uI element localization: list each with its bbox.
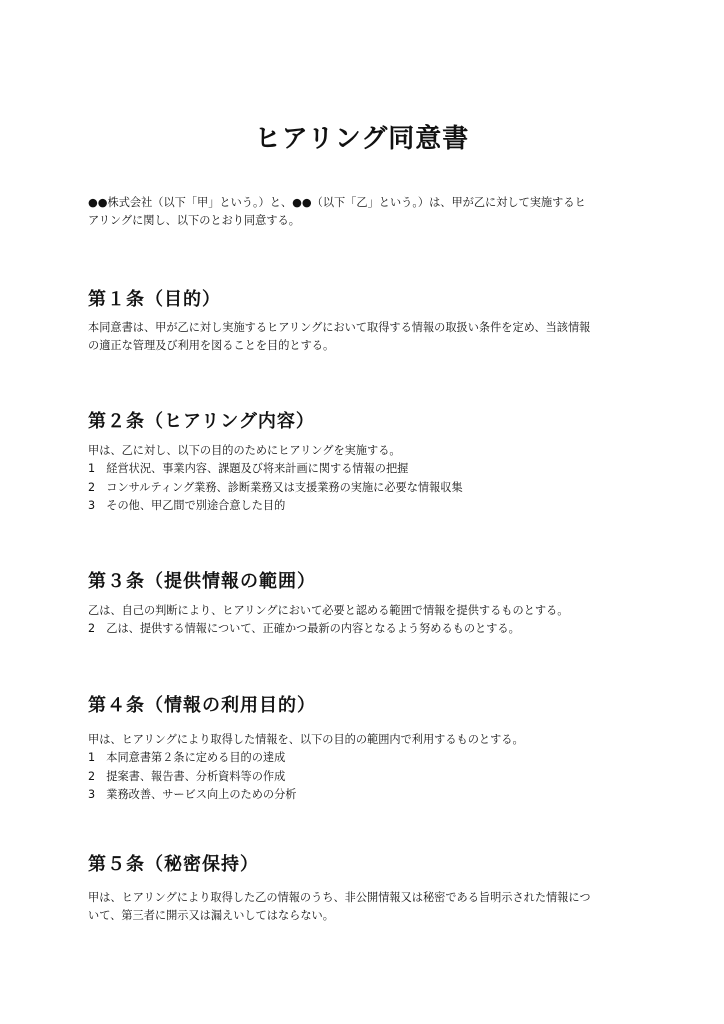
article-1-body	[88, 319, 590, 356]
article-1-heading: 第１条（目的）	[88, 289, 221, 310]
body-line: いて、第三者に開示又は漏えいしてはならない。	[88, 909, 334, 923]
article-5-heading: 第５条（秘密保持）	[88, 854, 259, 875]
list-item: 1 経営状況、事業内容、課題及び将来計画に関する情報の把握	[88, 462, 409, 476]
list-item: 1 本同意書第２条に定める目的の達成	[88, 751, 286, 765]
intro-paragraph	[88, 194, 586, 231]
body-line: 甲は、ヒアリングにより取得した情報を、以下の目的の範囲内で利用するものとする。	[88, 733, 524, 746]
article-2-body	[88, 442, 463, 515]
list-item: 3 その他、甲乙間で別途合意した目的	[88, 498, 286, 512]
document-title: ヒアリング同意書	[254, 124, 470, 154]
article-5-body	[88, 889, 591, 926]
article-3-body	[88, 602, 568, 639]
list-item: 2 乙は、提供する情報について、正確かつ最新の内容となるよう努めるものとする。	[88, 622, 520, 636]
body-line: の適正な管理及び利用を図ることを目的とする。	[88, 339, 335, 353]
body-line: 本同意書は、甲が乙に対し実施するヒアリングにおいて取得する情報の取扱い条件を定め、当該情報	[88, 321, 591, 334]
list-item: 2 コンサルティング業務、診断業務又は支援業務の実施に必要な情報収集	[88, 480, 463, 494]
body-line: 甲は、乙に対し、以下の目的のためにヒアリングを実施する。	[88, 444, 401, 457]
article-4-body	[88, 731, 524, 804]
article-2-heading: 第２条（ヒアリング内容）	[88, 411, 315, 432]
article-3-heading: 第３条（提供情報の範囲）	[88, 571, 316, 592]
body-line: 乙は、自己の判断により、ヒアリングにおいて必要と認める範囲で情報を提供するものとする。	[88, 604, 569, 617]
intro-line: ●●株式会社（以下「甲」という。）と、●●（以下「乙」という。）は、甲が乙に対して実施するヒ	[88, 196, 586, 209]
body-line: 甲は、ヒアリングにより取得した乙の情報のうち、非公開情報又は秘密である旨明示された情報につ	[88, 891, 591, 904]
list-item: 2 提案書、報告書、分析資料等の作成	[88, 769, 286, 783]
article-4-heading: 第４条（情報の利用目的）	[88, 695, 316, 716]
list-item: 3 業務改善、サービス向上のための分析	[88, 787, 297, 801]
intro-line: アリングに関し、以下のとおり同意する。	[88, 214, 300, 228]
